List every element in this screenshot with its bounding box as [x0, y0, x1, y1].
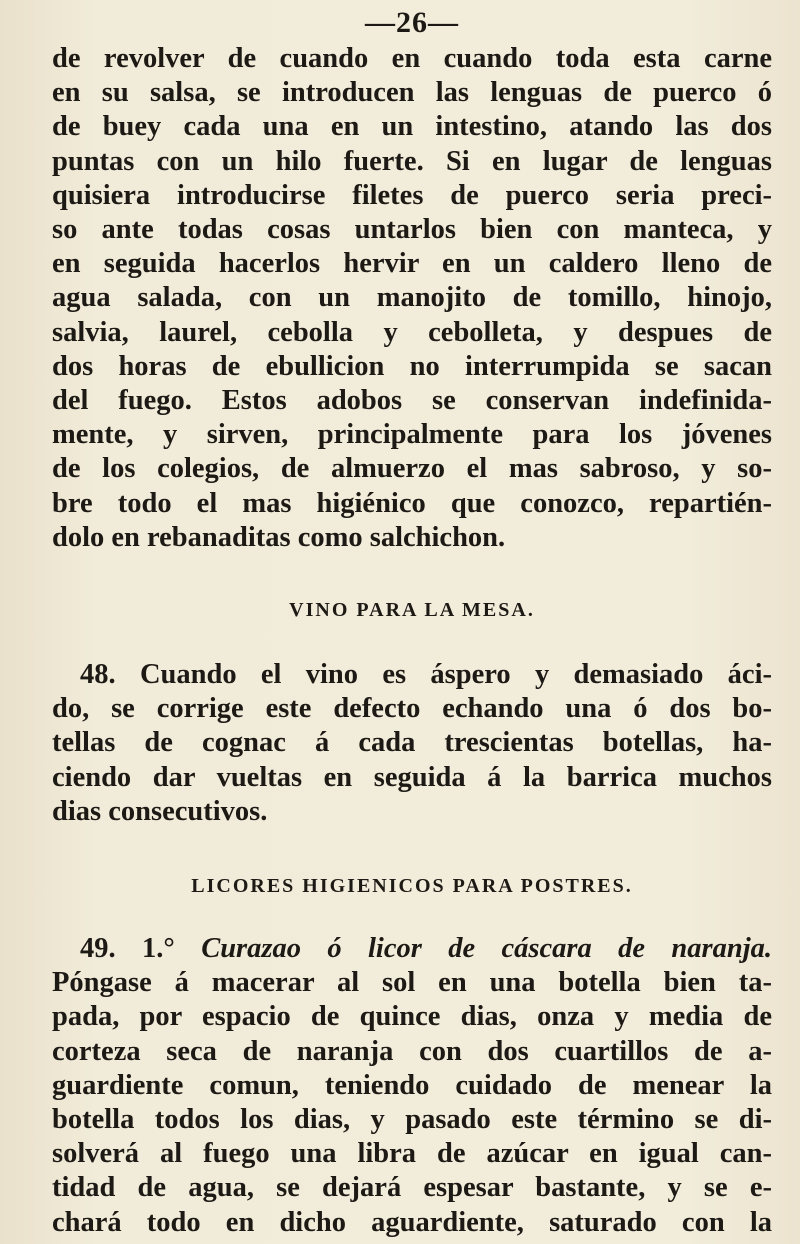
text-line: tellas de cognac á cada trescientas botellas, ha-	[52, 727, 772, 759]
section-heading-licores: LICORES HIGIENICOS PARA POSTRES.	[191, 875, 633, 898]
text-line: Póngase á macerar al sol en una botella bien ta-	[52, 967, 772, 999]
text-line: 48. Cuando el vino es áspero y demasiado áci-	[80, 659, 772, 691]
text-line: tidad de agua, se dejará espesar bastante, y se e-	[52, 1172, 772, 1204]
section-heading-vino: VINO PARA LA MESA.	[289, 599, 535, 622]
text-line: quisiera introducirse filetes de puerco seria preci-	[52, 179, 772, 211]
text-line: dos horas de ebullicion no interrumpida se sacan	[52, 350, 772, 382]
text-line: dias consecutivos.	[52, 795, 268, 827]
paragraph-adobos	[52, 42, 772, 555]
text-line: mente, y sirven, principalmente para los jóvenes	[52, 419, 772, 451]
text-line: salvia, laurel, cebolla y cebolleta, y despues de	[52, 316, 772, 348]
text-line: de los colegios, de almuerzo el mas sabroso, y so-	[52, 453, 772, 485]
text-line: ciendo dar vueltas en seguida á la barrica muchos	[52, 761, 772, 793]
item-number: 49. 1.°	[80, 933, 175, 965]
paragraph-vino	[52, 658, 772, 829]
text-line: dolo en rebanaditas como salchichon.	[52, 521, 506, 553]
text-line: bre todo el mas higiénico que conozco, repartién-	[52, 487, 772, 519]
text-line: de revolver de cuando en cuando toda esta carne	[52, 43, 772, 74]
text-line: guardiente comun, teniendo cuidado de menear la	[52, 1069, 772, 1101]
text-line: en seguida hacerlos hervir en un caldero lleno de	[52, 248, 772, 280]
text-line: do, se corrige este defecto echando una ó dos bo-	[52, 693, 772, 725]
text-line: corteza seca de naranja con dos cuartillos de a-	[52, 1035, 772, 1067]
recipe-title: Curazao ó licor de cáscara de naranja.	[201, 933, 772, 965]
page-number: —26—	[365, 6, 459, 39]
text-line: chará todo en dicho aguardiente, saturado con la	[52, 1206, 772, 1238]
text-line: puntas con un hilo fuerte. Si en lugar de lenguas	[52, 145, 772, 177]
text-line: del fuego. Estos adobos se conservan indefinida-	[52, 385, 772, 417]
text-line: so ante todas cosas untarlos bien con manteca, y	[52, 214, 772, 246]
text-line: agua salada, con un manojito de tomillo, hinojo,	[52, 282, 772, 314]
text-line: pada, por espacio de quince dias, onza y media de	[52, 1001, 772, 1033]
paragraph-curazao	[52, 932, 772, 1240]
text-line	[52, 932, 772, 966]
text-line: solverá al fuego una libra de azúcar en igual can-	[52, 1138, 772, 1170]
text-line: de buey cada una en un intestino, atando las dos	[52, 111, 772, 143]
text-line: botella todos los dias, y pasado este término se di-	[52, 1104, 772, 1136]
text-line: en su salsa, se introducen las lenguas de puerco ó	[52, 77, 772, 109]
